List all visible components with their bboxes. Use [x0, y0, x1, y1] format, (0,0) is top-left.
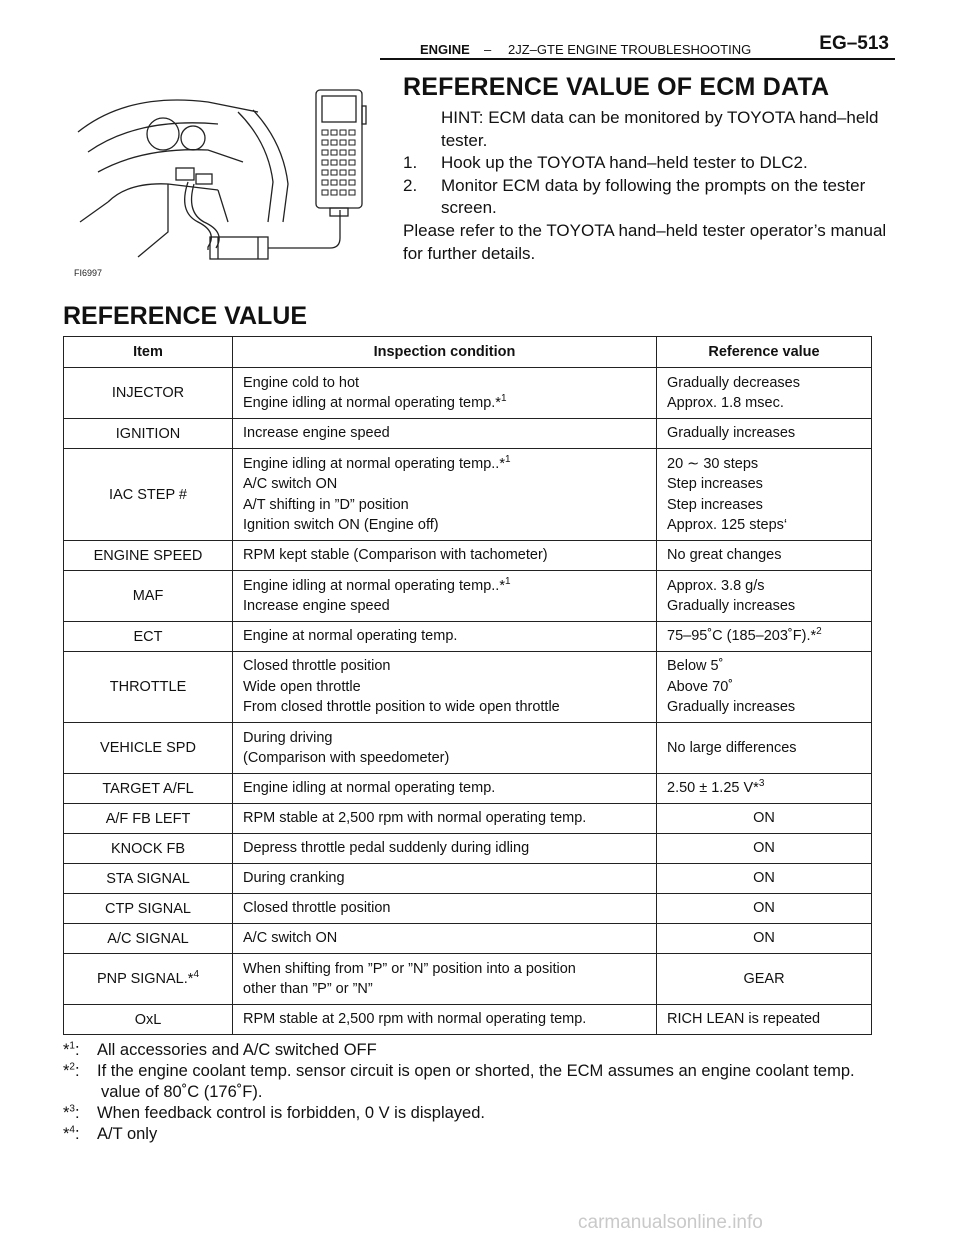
cell-inspection-condition	[233, 541, 657, 571]
footnote	[63, 1061, 903, 1103]
page-number: EG–513	[819, 33, 889, 54]
value-text: Step increases	[667, 496, 763, 513]
step-2-line-1: Monitor ECM data by following the prompts on the tester	[441, 176, 866, 195]
condition-text: A/C switch ON	[243, 476, 338, 492]
cell-reference-value	[657, 571, 872, 622]
cell-reference-value	[657, 1005, 872, 1035]
page-header	[380, 28, 895, 60]
reference-value-title: REFERENCE VALUE	[63, 302, 308, 330]
footnote-colon: :	[74, 1125, 80, 1143]
table-row	[64, 864, 872, 894]
table-row	[64, 723, 872, 774]
cell-inspection-condition	[233, 622, 657, 652]
condition-text: RPM stable at 2,500 rpm with normal operating temp.	[243, 810, 587, 827]
condition-line	[243, 928, 656, 949]
item-text: VEHICLE SPD	[100, 740, 196, 756]
condition-line	[243, 474, 656, 495]
tester-illustration	[68, 72, 382, 286]
hint-line-1: HINT: ECM data can be monitored by TOYOTA hand–held	[441, 108, 879, 127]
footnote-star: *	[63, 1125, 70, 1143]
cell-inspection-condition	[233, 924, 657, 954]
cell-reference-value	[657, 924, 872, 954]
footnote-text: A/T only	[97, 1125, 158, 1143]
value-text: Gradually decreases	[667, 374, 800, 391]
cell-item	[64, 419, 233, 449]
header-subtitle: 2JZ–GTE ENGINE TROUBLESHOOTING	[508, 42, 752, 57]
condition-line	[243, 495, 656, 516]
condition-text: other than ”P” or ”N”	[243, 981, 373, 997]
item-text: KNOCK FB	[110, 840, 186, 857]
item-text: ENGINE SPEED	[93, 547, 203, 564]
condition-line	[243, 393, 656, 414]
footnote-colon: :	[74, 1062, 80, 1080]
cell-reference-value	[657, 652, 872, 723]
condition-line	[243, 697, 656, 718]
step-2-line-2: screen.	[441, 198, 497, 217]
value-text: RICH LEAN is repeated	[667, 1011, 821, 1028]
value-line	[667, 778, 871, 799]
cell-item	[64, 368, 233, 419]
item-text: PNP SIGNAL.*	[96, 971, 194, 987]
condition-text: During driving	[243, 729, 333, 746]
table-header-row	[64, 337, 872, 368]
value-text: Step increases	[667, 476, 763, 492]
value-text: ON	[753, 810, 775, 827]
condition-line	[243, 1009, 656, 1030]
condition-text: Increase engine speed	[243, 598, 390, 614]
value-line	[667, 474, 871, 495]
hint-line-2: tester.	[441, 131, 488, 150]
condition-text: Closed throttle position	[243, 658, 391, 675]
condition-text: Closed throttle position	[243, 900, 391, 917]
cell-item	[64, 774, 233, 804]
value-line	[667, 373, 871, 394]
item-text: CTP SIGNAL	[105, 900, 191, 917]
footnote-mark	[63, 1103, 80, 1124]
value-line	[667, 454, 871, 475]
footnote	[63, 1040, 903, 1061]
cell-inspection-condition	[233, 834, 657, 864]
cell-inspection-condition	[233, 804, 657, 834]
table-row	[64, 954, 872, 1005]
value-line	[657, 928, 871, 949]
value-text: ON	[753, 930, 775, 947]
cell-item	[64, 622, 233, 652]
footnote-number: 3	[69, 1103, 75, 1115]
footnote-mark	[63, 1040, 80, 1061]
footnote-mark	[63, 1061, 80, 1082]
footnote-number: 2	[69, 1061, 75, 1073]
condition-line	[243, 959, 656, 980]
footnote-colon: :	[74, 1104, 80, 1122]
cell-inspection-condition	[233, 571, 657, 622]
value-line	[667, 423, 871, 444]
item-text: IGNITION	[115, 425, 181, 442]
footnote-star: *	[63, 1062, 70, 1080]
value-line	[657, 838, 871, 859]
value-text: GEAR	[743, 970, 785, 987]
value-text: Gradually increases	[667, 598, 796, 614]
value-line	[667, 656, 871, 677]
table-row	[64, 774, 872, 804]
table-row	[64, 541, 872, 571]
note-line-1: Please refer to the TOYOTA hand–held tester operator’s manual	[403, 221, 887, 240]
figure-label: FI6997	[74, 268, 103, 278]
condition-line	[243, 979, 656, 1000]
item-text: OxL	[134, 1011, 162, 1028]
cell-reference-value	[657, 774, 872, 804]
footnote	[63, 1103, 903, 1124]
condition-line	[243, 728, 656, 749]
condition-line	[243, 423, 656, 444]
condition-text: Engine cold to hot	[243, 374, 360, 391]
value-text: Approx. 1.8 msec.	[667, 395, 784, 411]
value-line	[667, 677, 871, 698]
cell-inspection-condition	[233, 723, 657, 774]
condition-text: Engine idling at normal operating temp.	[243, 780, 496, 797]
footnote-ref: 2	[816, 626, 822, 638]
condition-text: During cranking	[243, 870, 345, 887]
cell-reference-value	[657, 622, 872, 652]
cell-reference-value	[657, 723, 872, 774]
condition-text: Wide open throttle	[243, 678, 361, 695]
value-text: 75–95˚C (185–203˚F).*	[667, 628, 817, 645]
item-text: A/C SIGNAL	[107, 930, 189, 947]
footnote-ref: 1	[504, 453, 511, 465]
watermark: carmanualsonline.info	[578, 1212, 763, 1233]
cell-item	[64, 449, 233, 541]
condition-text: Engine idling at normal operating temp..*	[243, 455, 505, 472]
cell-reference-value	[657, 894, 872, 924]
value-line	[667, 545, 871, 566]
cell-item	[64, 924, 233, 954]
condition-text: Increase engine speed	[243, 425, 390, 442]
cell-item	[64, 571, 233, 622]
value-line	[657, 868, 871, 889]
value-line	[667, 697, 871, 718]
item-text: STA SIGNAL	[106, 870, 190, 887]
table-row	[64, 924, 872, 954]
footnote-text: value of 80˚C (176˚F).	[101, 1083, 263, 1101]
value-line	[667, 576, 871, 597]
step-1-number: 1.	[403, 153, 418, 172]
table-row	[64, 804, 872, 834]
footnote-text: If the engine coolant temp. sensor circuit is open or shorted, the ECM assumes an engine coolant temp.	[97, 1062, 855, 1080]
value-text: Gradually increases	[667, 699, 796, 716]
table-row	[64, 368, 872, 419]
value-text: Gradually increases	[667, 425, 796, 442]
condition-text: Engine at normal operating temp.	[243, 628, 458, 645]
value-text: ON	[753, 900, 775, 917]
condition-line	[243, 626, 656, 647]
footnote-mark	[63, 1124, 80, 1145]
tester-connection-drawing	[68, 72, 382, 286]
value-line	[667, 515, 871, 536]
cell-item	[64, 652, 233, 723]
condition-line	[243, 596, 656, 617]
item-text: MAF	[132, 588, 164, 604]
cell-inspection-condition	[233, 1005, 657, 1035]
footnote-colon: :	[74, 1041, 80, 1059]
condition-text: Ignition switch ON (Engine off)	[243, 517, 439, 533]
cell-inspection-condition	[233, 419, 657, 449]
item-text: INJECTOR	[111, 385, 185, 401]
value-text: ON	[753, 870, 775, 887]
condition-line	[243, 515, 656, 536]
footnote-text: When feedback control is forbidden, 0 V is displayed.	[97, 1104, 485, 1122]
item-text: THROTTLE	[109, 679, 187, 695]
value-text: ON	[753, 840, 775, 857]
cell-reference-value	[657, 954, 872, 1005]
footnotes	[63, 1040, 903, 1145]
header-item: Item	[64, 337, 233, 368]
condition-text: A/C switch ON	[243, 930, 338, 947]
cell-reference-value	[657, 449, 872, 541]
condition-text: (Comparison with speedometer)	[243, 750, 450, 766]
cell-reference-value	[657, 541, 872, 571]
reference-value-table	[63, 336, 872, 1035]
footnote-ref: 1	[504, 575, 511, 587]
condition-text: Engine idling at normal operating temp.*	[243, 395, 501, 411]
condition-text: Depress throttle pedal suddenly during idling	[243, 840, 530, 857]
header-reference-value: Reference value	[657, 337, 872, 368]
header-dash: –	[484, 42, 492, 57]
step-1-text: Hook up the TOYOTA hand–held tester to DLC2.	[441, 153, 808, 172]
cell-inspection-condition	[233, 894, 657, 924]
condition-text: From closed throttle position to wide open throttle	[243, 699, 560, 716]
value-text: No large differences	[667, 739, 797, 756]
table-row	[64, 894, 872, 924]
condition-text: RPM stable at 2,500 rpm with normal operating temp.	[243, 1011, 587, 1028]
cell-reference-value	[657, 834, 872, 864]
condition-text: When shifting from ”P” or ”N” position into a position	[243, 960, 576, 977]
cell-reference-value	[657, 864, 872, 894]
item-text: A/F FB LEFT	[105, 810, 191, 827]
condition-line	[243, 373, 656, 394]
footnote-number: 4	[69, 1124, 75, 1136]
value-line	[657, 969, 871, 990]
condition-line	[243, 576, 656, 597]
condition-line	[243, 868, 656, 889]
value-text: Below 5˚	[667, 658, 724, 675]
footnote-ref: 3	[758, 778, 765, 790]
cell-item	[64, 723, 233, 774]
value-line	[667, 596, 871, 617]
cell-item	[64, 804, 233, 834]
header-inspection-condition: Inspection condition	[233, 337, 657, 368]
cell-reference-value	[657, 368, 872, 419]
value-line	[667, 1009, 871, 1030]
cell-inspection-condition	[233, 774, 657, 804]
value-line	[667, 495, 871, 516]
value-text: No great changes	[667, 547, 782, 564]
footnote	[63, 1124, 903, 1145]
condition-line	[243, 898, 656, 919]
table-row	[64, 419, 872, 449]
cell-item	[64, 894, 233, 924]
table-row	[64, 652, 872, 723]
table-row	[64, 1005, 872, 1035]
value-text: Above 70˚	[667, 678, 734, 695]
value-text: Approx. 125 steps‘	[667, 517, 788, 533]
value-line	[667, 626, 871, 647]
value-line	[667, 738, 871, 759]
table-row	[64, 571, 872, 622]
ecm-data-title: REFERENCE VALUE OF ECM DATA	[403, 73, 830, 101]
value-text: Approx. 3.8 g/s	[667, 577, 765, 594]
cell-inspection-condition	[233, 954, 657, 1005]
cell-reference-value	[657, 419, 872, 449]
footnote-star: *	[63, 1104, 70, 1122]
note-line-2: for further details.	[403, 244, 536, 263]
footnote-number: 1	[69, 1040, 75, 1052]
header-section: ENGINE	[420, 42, 470, 57]
item-text: IAC STEP #	[109, 486, 187, 503]
cell-item	[64, 541, 233, 571]
table-row	[64, 622, 872, 652]
table-row	[64, 834, 872, 864]
cell-item	[64, 864, 233, 894]
condition-text: A/T shifting in ”D” position	[243, 496, 409, 513]
condition-line	[243, 748, 656, 769]
condition-text: RPM kept stable (Comparison with tachometer)	[243, 547, 548, 564]
value-line	[657, 808, 871, 829]
step-2-number: 2.	[403, 176, 418, 195]
value-text: 2.50 ± 1.25 V*	[667, 780, 759, 797]
cell-reference-value	[657, 804, 872, 834]
footnote-text: All accessories and A/C switched OFF	[97, 1041, 377, 1059]
condition-line	[243, 545, 656, 566]
condition-line	[243, 677, 656, 698]
cell-item	[64, 1005, 233, 1035]
value-line	[657, 898, 871, 919]
value-text: 20 ∼ 30 steps	[667, 455, 759, 472]
footnote-star: *	[63, 1041, 70, 1059]
footnote-ref: 1	[500, 393, 507, 405]
cell-item	[64, 954, 233, 1005]
condition-line	[243, 656, 656, 677]
condition-line	[243, 454, 656, 475]
table-row	[64, 449, 872, 541]
cell-inspection-condition	[233, 368, 657, 419]
cell-inspection-condition	[233, 864, 657, 894]
condition-text: Engine idling at normal operating temp..*	[243, 577, 505, 594]
cell-inspection-condition	[233, 449, 657, 541]
cell-item	[64, 834, 233, 864]
value-line	[667, 393, 871, 414]
cell-inspection-condition	[233, 652, 657, 723]
condition-line	[243, 838, 656, 859]
footnote-ref: 4	[193, 969, 199, 981]
condition-line	[243, 778, 656, 799]
condition-line	[243, 808, 656, 829]
item-text: TARGET A/FL	[102, 780, 194, 797]
item-text: ECT	[133, 628, 163, 645]
